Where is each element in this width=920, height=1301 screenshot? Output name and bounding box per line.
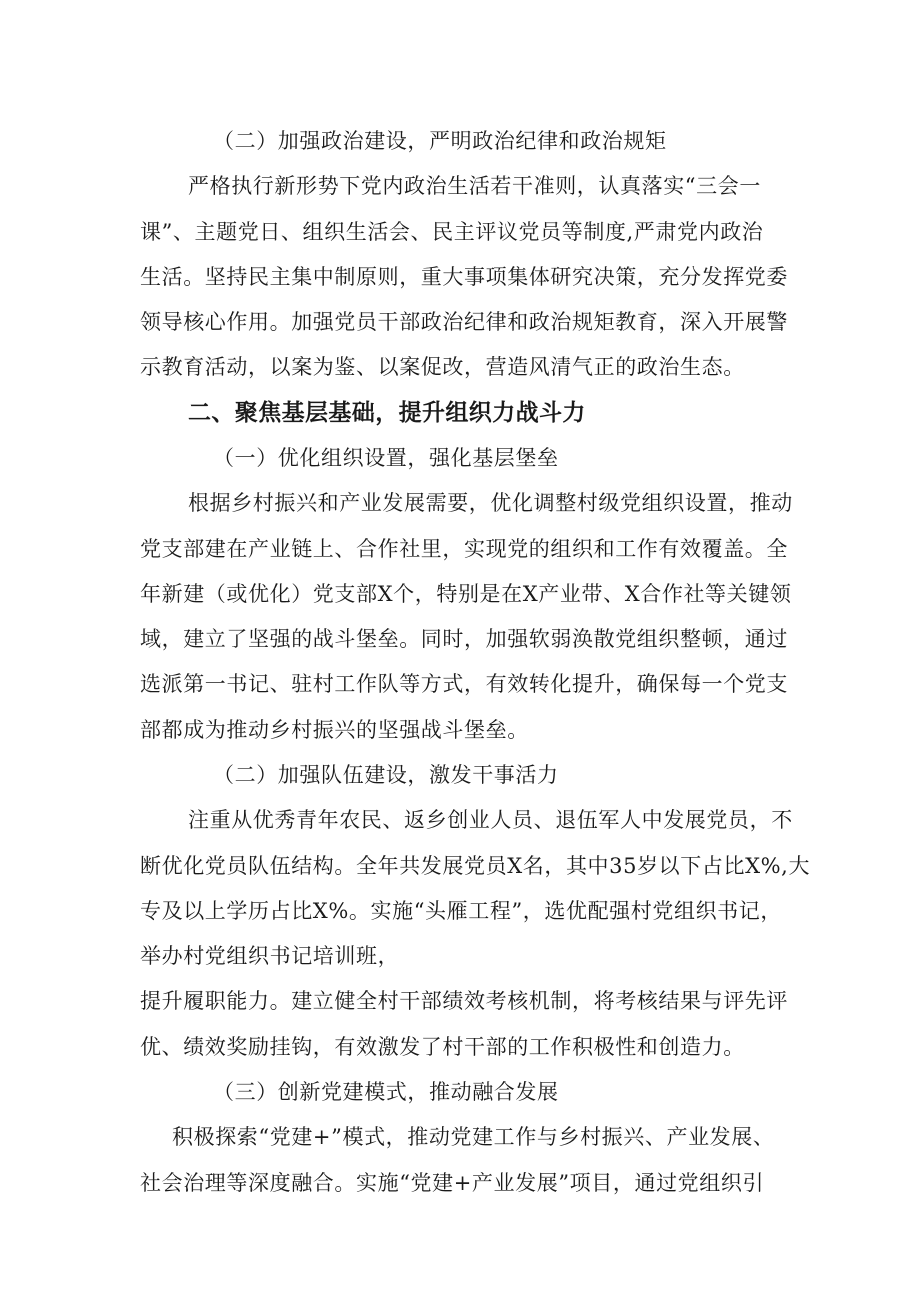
paragraph-line: 部都成为推动乡村振兴的坚强战斗堡垒。 bbox=[140, 718, 529, 742]
subheading-organization: （一）优化组织设置，强化基层堡垒 bbox=[213, 446, 559, 470]
paragraph-line: 社会治理等深度融合。实施“党建+产业发展”项目，通过党组织引 bbox=[140, 1171, 765, 1195]
paragraph-line: 年新建（或优化）党支部X个，特别是在X产业带、X合作社等关键领 bbox=[140, 582, 792, 606]
paragraph-line: 根据乡村振兴和产业发展需要，优化调整村级党组织设置，推动 bbox=[188, 491, 793, 515]
paragraph-line: 域，建立了坚强的战斗堡垒。同时，加强软弱涣散党组织整顿，通过 bbox=[140, 627, 788, 651]
subheading-political-building: （二）加强政治建设，严明政治纪律和政治规矩 bbox=[213, 129, 667, 153]
paragraph-line: 优、绩效奖励挂钩，有效激发了村干部的工作积极性和创造力。 bbox=[140, 1035, 745, 1059]
paragraph-line: 提升履职能力。建立健全村干部绩效考核机制，将考核结果与评先评 bbox=[140, 989, 788, 1013]
paragraph-line: 课”、主题党日、组织生活会、民主评议党员等制度,严肃党内政治 bbox=[140, 220, 764, 244]
paragraph-line: 严格执行新形势下党内政治生活若干准则，认真落实“三会一 bbox=[188, 174, 761, 198]
paragraph-line: 生活。坚持民主集中制原则，重大事项集体研究决策，充分发挥党委 bbox=[140, 265, 788, 289]
paragraph-line: 示教育活动，以案为鉴、以案促改，营造风清气正的政治生态。 bbox=[140, 355, 745, 379]
paragraph-line: 选派第一书记、驻村工作队等方式，有效转化提升，确保每一个党支 bbox=[140, 672, 788, 696]
subheading-team-building: （二）加强队伍建设，激发干事活力 bbox=[213, 763, 559, 787]
paragraph-line: 积极探索“党建+”模式，推动党建工作与乡村振兴、产业发展、 bbox=[172, 1125, 775, 1149]
paragraph-line: 领导核心作用。加强党员干部政治纪律和政治规矩教育，深入开展警 bbox=[140, 310, 788, 334]
paragraph-line: 断优化党员队伍结构。全年共发展党员X名，其中35岁以下占比X%,大 bbox=[140, 854, 811, 878]
section-heading-two: 二、聚焦基层基础，提升组织力战斗力 bbox=[188, 400, 586, 426]
paragraph-line: 党支部建在产业链上、合作社里，实现党的组织和工作有效覆盖。全 bbox=[140, 537, 788, 561]
subheading-innovation: （三）创新党建模式，推动融合发展 bbox=[213, 1080, 559, 1104]
paragraph-line: 注重从优秀青年农民、返乡创业人员、退伍军人中发展党员，不 bbox=[188, 808, 793, 832]
paragraph-line: 专及以上学历占比X%。实施“头雁工程”，选优配强村党组织书记， bbox=[140, 899, 782, 923]
paragraph-line: 举办村党组织书记培训班， bbox=[140, 944, 400, 968]
